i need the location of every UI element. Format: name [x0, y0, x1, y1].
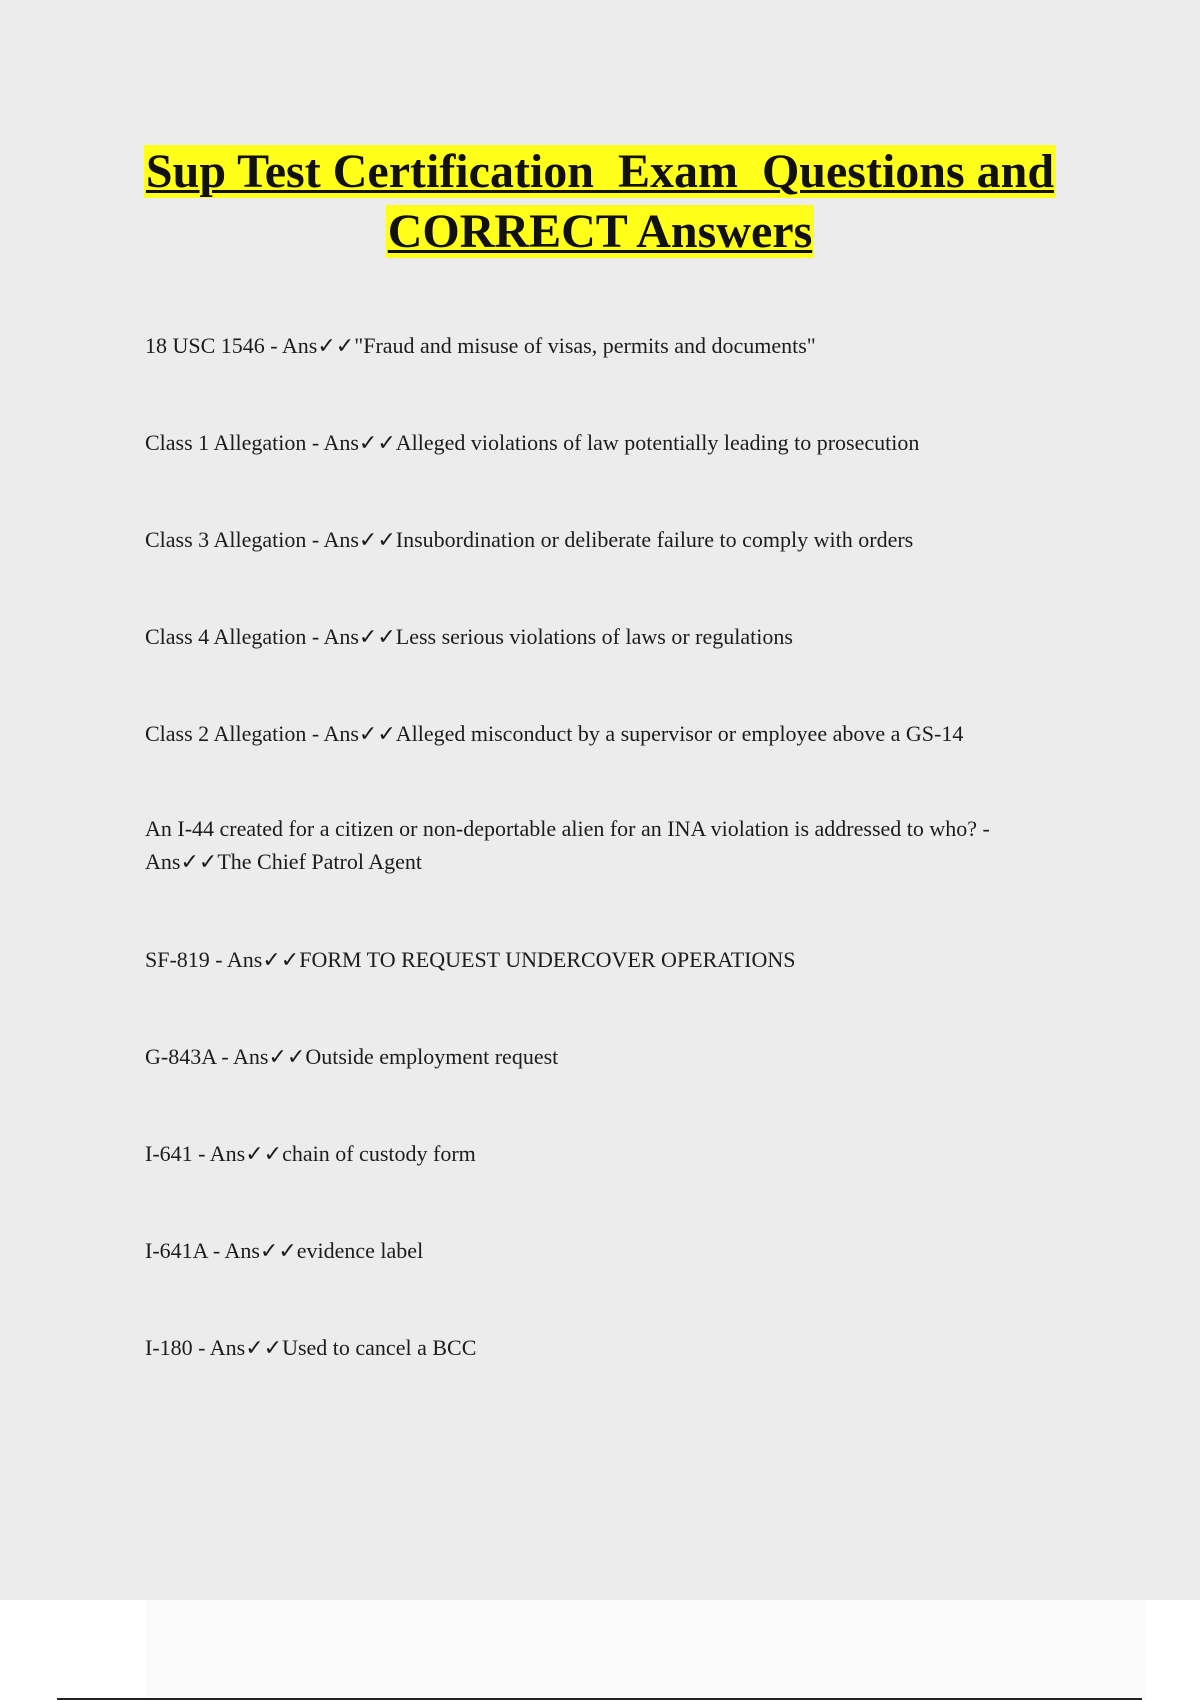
- qa-item-i-641: I-641 - Ans✓✓chain of custody form: [145, 1141, 476, 1166]
- title-line-2: CORRECT Answers: [387, 205, 813, 258]
- footer-shade: [145, 1600, 1145, 1700]
- qa-item-g-843a: G-843A - Ans✓✓Outside employment request: [145, 1044, 559, 1069]
- qa-item-class-2-allegation: Class 2 Allegation - Ans✓✓Alleged misconduct by a supervisor or employee above a GS-14: [145, 721, 964, 746]
- qa-item-class-4-allegation: Class 4 Allegation - Ans✓✓Less serious violations of laws or regulations: [145, 624, 793, 649]
- qa-item-18-usc-1546: 18 USC 1546 - Ans✓✓"Fraud and misuse of visas, permits and documents": [145, 333, 816, 358]
- qa-item-class-1-allegation: Class 1 Allegation - Ans✓✓Alleged violations of law potentially leading to prosecution: [145, 430, 920, 455]
- title-line-1: Sup Test Certification Exam Questions and: [145, 145, 1055, 198]
- qa-item-class-3-allegation: Class 3 Allegation - Ans✓✓Insubordination or deliberate failure to comply with orders: [145, 527, 914, 552]
- document-title: [0, 142, 1200, 262]
- qa-item-i-180: I-180 - Ans✓✓Used to cancel a BCC: [145, 1335, 477, 1360]
- page-footer: [0, 1600, 1200, 1700]
- qa-item-i-44: An I-44 created for a citizen or non-deportable alien for an INA violation is addressed to who? - Ans✓✓The Chief Patrol Agent: [145, 816, 990, 874]
- qa-item-sf-819: SF-819 - Ans✓✓FORM TO REQUEST UNDERCOVER OPERATIONS: [145, 947, 796, 972]
- qa-item-i-641a: I-641A - Ans✓✓evidence label: [145, 1238, 424, 1263]
